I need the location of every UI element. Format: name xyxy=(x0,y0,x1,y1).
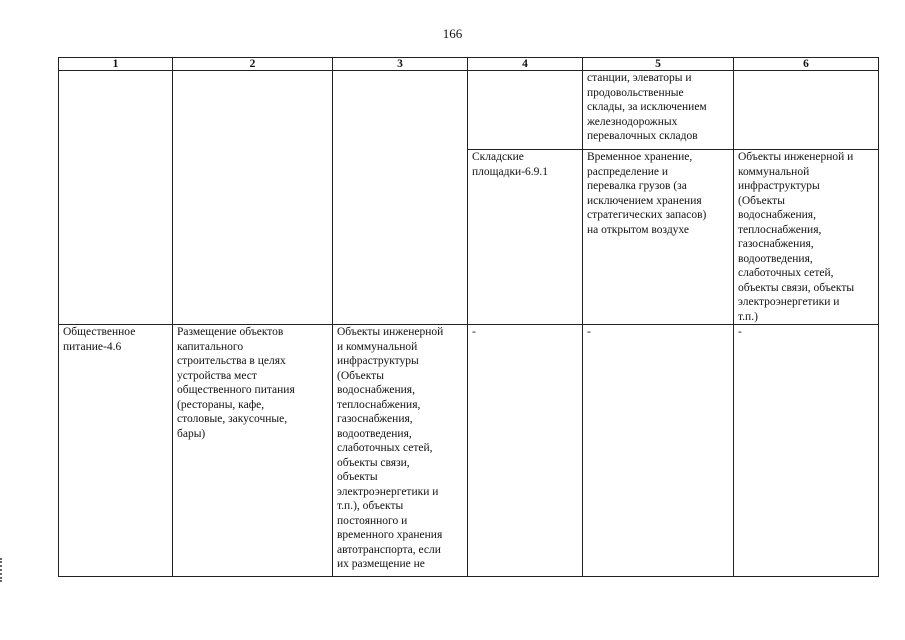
table-row xyxy=(59,325,879,577)
table-cell xyxy=(173,71,333,325)
column-header-1: 1 xyxy=(59,58,173,71)
table-cell xyxy=(734,325,879,577)
scan-edge-mark xyxy=(0,558,6,582)
column-header-4: 4 xyxy=(468,58,583,71)
cell-text: - xyxy=(472,326,476,338)
cell-text: - xyxy=(738,326,742,338)
table-cell xyxy=(583,325,734,577)
cell-text: - xyxy=(587,326,591,338)
column-header-5: 5 xyxy=(583,58,734,71)
column-header-6: 6 xyxy=(734,58,879,71)
table-cell xyxy=(583,71,734,150)
table-cell xyxy=(468,71,583,150)
column-header-3: 3 xyxy=(333,58,468,71)
land-use-table xyxy=(58,57,879,577)
cell-text: Общественное питание-4.6 xyxy=(63,326,136,353)
table-header-row xyxy=(59,58,879,71)
table-cell xyxy=(734,150,879,325)
table-row xyxy=(59,71,879,150)
cell-text: Объекты инженерной и коммунальной инфраструктуры (Объекты водоснабжения, теплоснабжения, газоснабжения, водоотведения, слаботочных сетей, объекты связи, объекты электроэнергетики и т.п.), объекты постоянного и временного хранения автотранспорта, если их размещение не xyxy=(337,326,444,570)
table-cell xyxy=(59,325,173,577)
cell-text: Размещение объектов капитального строительства в целях устройства мест общественного питания (рестораны, кафе, столовые, закусочные, бары) xyxy=(177,326,295,440)
table-cell xyxy=(333,71,468,325)
table-cell xyxy=(173,325,333,577)
column-header-2: 2 xyxy=(173,58,333,71)
cell-text: станции, элеваторы и продовольственные склады, за исключением железнодорожных перевалочных складов xyxy=(587,72,707,142)
cell-text: Объекты инженерной и коммунальной инфраструктуры (Объекты водоснабжения, теплоснабжения, газоснабжения, водоотведения, слаботочных сетей, объекты связи, объекты электроэнергетики и т.п.) xyxy=(738,151,855,323)
table-cell xyxy=(333,325,468,577)
table-cell xyxy=(468,150,583,325)
table-cell xyxy=(583,150,734,325)
cell-text: Складские площадки-6.9.1 xyxy=(472,151,549,178)
table-cell xyxy=(59,71,173,325)
cell-text: Временное хранение, распределение и перевалка грузов (за исключением хранения стратегических запасов) на открытом воздухе xyxy=(587,151,707,236)
table-cell xyxy=(734,71,879,150)
page-number: 166 xyxy=(442,26,463,41)
table-cell xyxy=(468,325,583,577)
